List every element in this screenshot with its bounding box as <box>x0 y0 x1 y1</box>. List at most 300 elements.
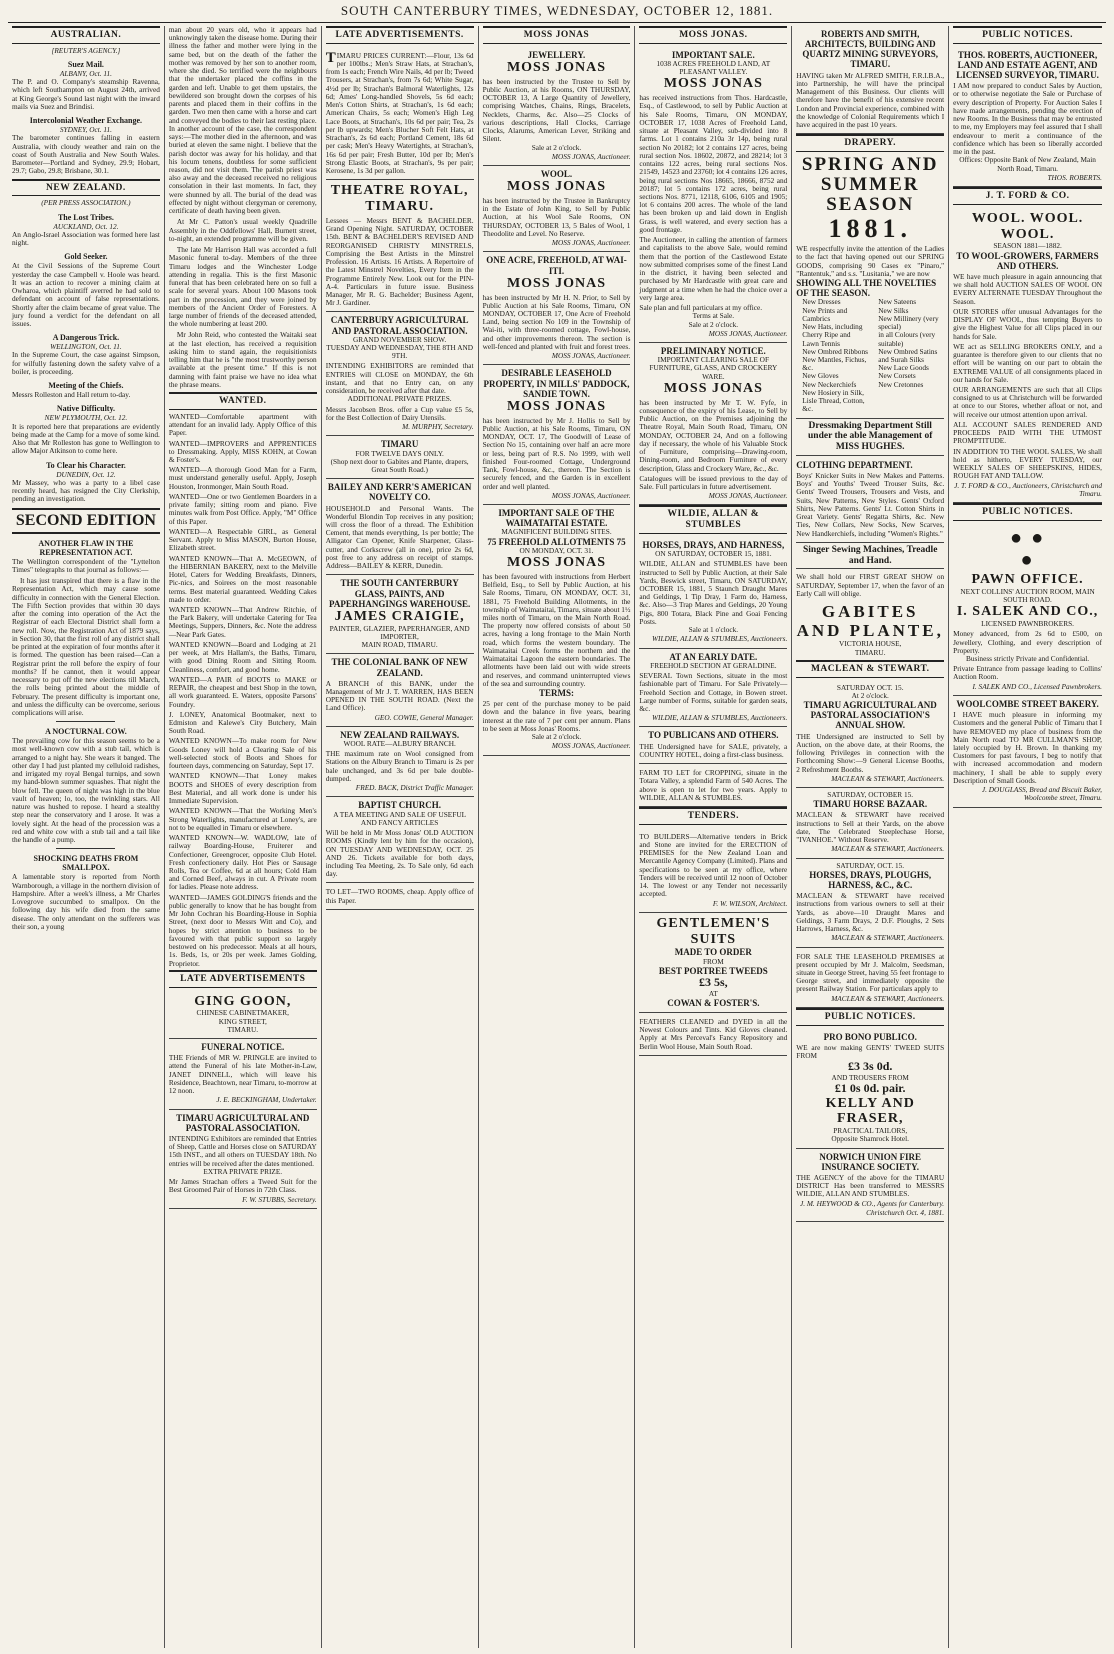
pawnbroker-balls-icon: ● ● ● <box>1009 526 1046 572</box>
story-body: Mr John Reid, who contested the Waitaki seat at the last election, has received a requisition asking him to stand again, the requisitionists telling him that he is "the most trustworthy person available at the present time." If this is not damning with faint praise we have no idea what the phrase means. <box>168 330 317 389</box>
ad-signature: MOSS JONAS, Auctioneer. <box>551 490 631 500</box>
story-body: Messrs Rolleston and Hall return to-day. <box>12 390 131 400</box>
ad-signature: MOSS JONAS, Auctioneer. <box>551 741 631 751</box>
wanted-ad: WANTED—A Respectable GIRL, as General Servant. Apply to Miss MASON, Burton House, Elizabeth street. <box>168 526 317 553</box>
story-body: A lamentable story is reported from North Warnborough, a village in the northern division of Hampshire. After a week's illness, a Mr Charles Lovegrove succumbed to smallpox. On the following day his wife died from the same disease. The only attendant on the sufferers was their son, a young <box>12 872 160 931</box>
ad-body: Boys' Knicker Suits in New Makes and Patterns. Boys' and Youths' Tweed Trouser Suits, &c. Gents' Tweed Trousers, Trousers and Vests, and Suits, New Patterns, New Styles. Gents' Oxford Shirts, New Patterns. Gents' Lt. Cotton Shirts in Great Variety. Gents' Regatta Shirts, &c. New Ties, New Collars, New Socks, New Scarves, New Handkerchiefs, including "Women's Rights." <box>796 471 945 538</box>
ad-body: OUR STORES offer unusual Advantages for the DISPLAY OF WOOL, thus tempting Buyers to give the Highest Value for all Clips placed in our hands for Sale. <box>953 306 1102 341</box>
story-body: It has just transpired that there is a flaw in the Representation Act, which may cause some difficulty in connection with the General Election. The Fifth Section provides that within 30 days after the coming into operation of the Act the Registrar of each Electoral District shall form a new roll. Now, the Registration Act of 1879 says, in Section 30, that the first roll of any district shall be printed at the expiration of four months after it is formed. The question has been raised—Can a Registrar print the roll before the expiry of four months? If he cannot, then it would appear necessary to put off the new elections till March, the rolls being printed about the middle of February. The present difficulty is important one, and unless the difficulty can be overcome, serious complications will arise. <box>12 576 160 717</box>
ad-body: TO BUILDERS—Alternative tenders in Brick and Stone are invited for the ERECTION of PREMISES for the New Zealand Loan and Mercantile Agency Company (Limited). Plans and specifications to be seen at my office, where Tenders will be received until 12 noon of October 14. The lowest or any Tender not necessarily accepted. <box>639 831 788 899</box>
ad-title: TERMS: <box>538 688 574 699</box>
ad-title: MADE TO ORDER <box>674 947 752 958</box>
story-title: The Lost Tribes. <box>57 212 114 222</box>
wanted-ad: WANTED KNOWN—To make room for New Goods Loney will hold a Clearing Sale of his well-selected stock of Boots and Shoes for fourteen days, commencing on Saturday, Sept 17. <box>168 736 317 771</box>
ad-maclean-horses <box>796 859 944 948</box>
ad-body: Sale plan and full particulars at my office. <box>639 303 763 313</box>
ad-title: JEWELLERY. <box>527 49 586 60</box>
ad-colonial-bank <box>326 654 474 726</box>
dateline: DUNEDIN, Oct. 12. <box>56 469 116 479</box>
ad-title: 75 FREEHOLD ALLOTMENTS 75 <box>487 536 626 547</box>
auctioneer-name: MOSS JONAS <box>663 76 763 92</box>
singer-banner: Singer Sewing Machines, Treadle and Hand. <box>796 542 944 569</box>
ad-line: LICENSED PAWNBROKERS. <box>981 619 1074 629</box>
ad-line: SATURDAY OCT. 15. <box>836 682 904 692</box>
story-body: At the Civil Sessions of the Supreme Court yesterday the case Campbell v. Hoole was heard. It was an action to recover a mining claim at Owharoa, which plaintiff averred he had sold to defendant on account of false representations. Shortly after the claim became of great value. The jury found a verdict for the defendant on all issues. <box>12 261 160 328</box>
ad-title: DESIRABLE LEASEHOLD PROPERTY, IN MILLS' PADDOCK, SANDIE TOWN. <box>483 368 630 399</box>
novelty-item: New Hats, including Cherry Ripe and Lawn Tennis <box>802 322 863 348</box>
ad-body: We shall hold our FIRST GREAT SHOW on SATURDAY, September 17, when the favor of an Early Call will oblige. <box>796 572 945 598</box>
auctioneer-name: MOSS JONAS <box>506 59 607 75</box>
ad-roberts-smith <box>796 26 944 134</box>
ad-body: Catalogues will be issued previous to the day of Sale. Full particulars in future advertisement. <box>639 473 788 491</box>
ad-signature: F. W. STUBBS, Secretary. <box>242 1194 317 1204</box>
ad-title: THOS. ROBERTS, AUCTIONEER, LAND AND ESTATE AGENT, AND LICENSED SURVEYOR, TIMARU. <box>956 49 1099 81</box>
ad-baptist-church <box>326 797 474 883</box>
ad-signature: WILDIE, ALLAN & STUMBLES, Auctioneers. <box>651 634 788 644</box>
ad-body: has been instructed by Mr J. Hollis to Sell by Public Auction, at his Sale Rooms, Timaru, ON MONDAY, OCT. 17, The Goodwill of Lease of Section No 15, containing over half an acre more or less, being part of R.S. No 1999, with well finished Four-roomed Cottage, Underground Tank, Fowl-house, &c., thereon. The Section is securely fenced, and the Garden is in excellent order and well planted. <box>482 415 631 491</box>
ad-body: has been instructed by the Trustee to Sell by Public Auction, at his Rooms, ON THURSDAY, OCTOBER 13, A Large Quantity of Jewellery, comprising Watches, Chains, Rings, Bracelets, Necklets, Charms, &c. Also—25 Clocks of various descriptions, Hall Clocks, Carriage Clocks, Alarums, American Lever, Striking and Silent. <box>482 76 631 144</box>
section-head-new-zealand: NEW ZEALAND. <box>12 179 160 197</box>
spring-summer-banner <box>796 155 944 242</box>
ad-title: NORWICH UNION FIRE INSURANCE SOCIETY. <box>819 1151 922 1172</box>
auctioneer-name: MOSS JONAS <box>506 179 607 195</box>
ad-title: JAMES CRAIGIE, <box>334 608 465 624</box>
ad-title: KELLY AND FRASER, <box>825 1095 915 1127</box>
ad-title: BAPTIST CHURCH. <box>358 800 442 811</box>
ad-line: FROM <box>703 956 724 966</box>
section-head-moss-jonas: MOSS JONAS <box>483 26 631 44</box>
wanted-ad: WANTED—One or two Gentlemen Boarders in a private family; sitting room and piano. Five minutes walk from Post Office. Apply, "M" Office of this Paper. <box>168 491 317 526</box>
ad-line: Opposite Shamrock Hotel. <box>831 1134 910 1144</box>
ad-wai-iti <box>483 252 631 365</box>
ad-to-let <box>326 883 474 909</box>
ad-body: SEVERAL Town Sections, situate in the most fashionable part of Timaru. For Sale Privately—Freehold Section and Cottage, in Bowen street. Large number of Forms, suitable for garden seats, &c. <box>639 671 788 713</box>
story-body: At Mr C. Patton's usual weekly Quadrille Assembly in the Oddfellows' Hall, Burnett street, to-night, an extended programme will be given. <box>168 217 317 243</box>
section-head-public-notices: PUBLIC NOTICES. <box>953 503 1102 521</box>
ad-title: TIMARU AGRICULTURAL AND PASTORAL ASSOCIATION'S ANNUAL SHOW. <box>803 700 937 731</box>
section-head-jt-ford: J. T. FORD & CO. <box>953 187 1102 205</box>
ad-body: has been instructed by Mr H. N. Prior, to Sell by Public Auction at his Sale Rooms, Timaru, ON MONDAY, OCTOBER 17, One Acre of Freehold Land, being section No 109 in the Township of Wai-iti, with three-roomed cottage, Fowl-house, and other improvements thereon. The section is well-fenced and planted with fruit and forest trees. <box>482 292 631 351</box>
ad-ging-goon <box>169 991 317 1040</box>
column-4 <box>479 26 636 1648</box>
novelties-right <box>872 298 944 413</box>
ad-title: I. SALEK AND CO., <box>956 604 1099 620</box>
ad-signature: J. M. HEYWOOD & CO., Agents for Canterbury. <box>799 1198 945 1208</box>
wanted-ad: WANTED—IMPROVERS and APPRENTICES to Dressmaking. Apply, MISS KOHN, at Cowan & Foster's. <box>168 438 317 464</box>
ad-line: Sale at 2 o'clock. <box>531 142 582 152</box>
ad-body: INTENDING EXHIBITORS are reminded that ENTRIES will CLOSE on MONDAY, the 6th instant, and that no Entry can, on any consideration, be received after that date. <box>325 361 474 396</box>
ad-wool-sale <box>483 166 631 252</box>
ad-line: MAIN ROAD, TIMARU. <box>361 640 438 650</box>
ad-body: Mr James Strachan offers a Tweed Suit for the Best Groomed Pair of Horses in 72th Class. <box>168 1177 317 1195</box>
ad-title: TO PUBLICANS AND OTHERS. <box>648 730 779 741</box>
story-title: Meeting of the Chiefs. <box>48 381 124 391</box>
ad-signature: F. W. WILSON, Architect. <box>712 898 788 908</box>
ad-date: Christchurch Oct. 4, 1881. <box>866 1207 945 1217</box>
ad-line: AT <box>708 988 718 998</box>
novelty-item: New Gloves <box>802 371 839 381</box>
ad-body: has been instructed by the Trustee in Bankruptcy in the Estate of John King, to Sell by Public Auction, at his Wool Sale Rooms, ON THURSDAY, OCTOBER 13, 5 Bales of Wool, 1 Theodolite and Level. No Reserve. <box>482 196 631 238</box>
novelty-item: New Ombred Ribbons <box>802 346 868 356</box>
ad-signature: J. E. BECKINGHAM, Undertaker. <box>216 1095 317 1105</box>
section-head-wildie-allan-stumbles: WILDIE, ALLAN & STUMBLES <box>639 505 787 533</box>
ad-wildie-horses <box>639 537 787 649</box>
ad-signature: I. SALEK AND CO., Licensed Pawnbrokers. <box>972 681 1102 691</box>
price: £3 5s, <box>699 975 728 990</box>
section-head-public-notices: PUBLIC NOTICES. <box>796 1008 944 1026</box>
ad-title: NEW ZEALAND RAILWAYS. <box>340 729 460 740</box>
divider <box>56 721 115 722</box>
ad-body: Private Entrance from passage leading to Collins' Auction Room. <box>953 664 1102 682</box>
ad-body: TIMARU PRICES CURRENT:—Flour, 13s 6d per 100lbs.; Men's Straw Hats, at Strachan's, from 1s each; French Wire Nails, 4d per lb; Tweed Trousers, at Strachan's, from 7s 6d; White Sugar, 4½d per lb; Strachan's Balmoral Waterlights, 12s 6d; Ames' Long-handled Shovels, 5s 6d each; Men's Cotton Shirts, at Strachan's, 1s 6d each; American Chairs, 5s each; Women's High Leg Lace Boots, at Strachan's, 10s 6d per pair; Tea, 2s per lb upwards; Men's Blucher Soft Felt Hats, at Strachan's, 2s 6d each; Portland Cement, 18s 6d per cask; Men's Heavy Watertights, at Strachan's, 16s 6d per pair; Fresh Butter, 10d per lb; Men's Strong Elastic Boots, at Strachan's, 9s per pair; Kerosene, 1s 3d per gallon. <box>325 49 474 176</box>
story-body: The prevailing cow for this season seems to be a most well-known cow with a stub tail, which is arranged to a night hay. She wears it banged. The other day I had just planted my celluloid radishes, and irrigated my royal Bengal turnips, and sown my hand-blown summer squashes. That night the blow fell. The queen of night was high in the blue vault of heaven; lo, too, the twinkling stars. All nature was hushed to repose. I heard a stealthy step near the conservatory and I arose. It was a lovely sight. At the head of the procession was a red and white cow with a stub tail and a tail like the handle of a pump. <box>12 736 160 845</box>
section-head-moss-jonas: MOSS JONAS. <box>639 26 787 44</box>
wanted-ad: WANTED KNOWN—That A. McGEOWN, of the HIBERNIAN BAKERY, next to the Melville Hotel, Caters for Wedding Breakfasts, Dinners, Pic-nics, and Soirees on the most reasonable terms. Best material guaranteed. Wedding Cakes made to order. <box>168 553 317 604</box>
auctioneer-name: MOSS JONAS <box>506 554 607 570</box>
ad-line: Sale at 1 o'clock. <box>688 625 739 635</box>
novelty-item: New Neckerchiefs <box>802 379 857 389</box>
masthead: SOUTH CANTERBURY TIMES, WEDNESDAY, OCTOBER 12, 1881. <box>8 0 1106 23</box>
ad-line: SATURDAY, OCTOBER 15. <box>827 790 914 799</box>
ad-title: GENTLEMEN'S SUITS <box>656 915 771 947</box>
ad-body: WE respectfully invite the attention of the Ladies to the fact that having opened out our SPRING GOODS, comprising 90 Cases ex "Pinaro," "Rantentuk," and s.s. "Lusitania," we are now <box>796 244 945 278</box>
ad-title: TO WOOL-GROWERS, FARMERS AND OTHERS. <box>956 250 1099 271</box>
ad-body: WE have much pleasure in again announcing that we shall hold AUCTION SALES OF WOOL ON EVERY ALTERNATE TUESDAY Throughout the Season. <box>953 271 1102 306</box>
ad-title: TIMARU <box>380 439 419 450</box>
ad-geraldine-section <box>639 649 787 728</box>
ad-line: NEXT COLLINS' AUCTION ROOM, MAIN SOUTH ROAD. <box>960 586 1095 604</box>
ad-leasehold <box>796 948 944 1008</box>
ad-signature: MOSS JONAS, Auctioneer. <box>708 328 788 338</box>
ad-body: Messrs Jacobsen Bros. offer a Cup value £5 5s, for the Best Collection of Dairy Utensils. <box>325 404 474 422</box>
ad-body: I AM now prepared to conduct Sales by Auction, or to otherwise negotiate the Sale or Purchase of every description of Property. For Auction Sales I have made arrangements, pending the erection of new Rooms. In the Business that may be entrusted to me, my Employers may feel assured that I shall endeavour to merit a continuance of the confidence which has been so liberally accorded me in the past. <box>953 81 1102 157</box>
ad-title: IMPORTANT SALE. <box>671 49 755 60</box>
ad-prices-current <box>326 47 474 181</box>
section-head-late-ads: LATE ADVERTISEMENTS <box>169 970 317 988</box>
ad-line: ON MONDAY, OCT. 31. <box>519 545 594 555</box>
ad-title: THE COLONIAL BANK OF NEW ZEALAND. <box>331 657 468 678</box>
ad-theatre-royal <box>326 180 474 312</box>
ad-line: At 2 o'clock. <box>851 690 889 700</box>
ad-twelve-days <box>326 436 474 479</box>
story-body: An Anglo-Israel Association was formed here last night. <box>12 229 160 248</box>
column-3 <box>322 26 479 1648</box>
ad-body: has been instructed by Mr T. W. Fyfe, in consequence of the expiry of his Lease, to Sell by Public Auction, on the Premises adjoining the Theatre Royal, Main South Road, Timaru, ON MONDAY, OCTOBER 24, And on a following day if necessary, the whole of his Valuable Stock of Furniture, comprising—Drawing-room, Dining-room, and Bedroom Furniture of every description, Glass and Crockery Ware, &c., &c. <box>639 397 788 473</box>
ad-body: INTENDING Exhibitors are reminded that Entries of Sheep, Cattle and Horses close on SATURDAY 15th INST., and all others on TUESDAY 18th. No entries will be received after the dates mentioned. <box>168 1133 317 1168</box>
ad-line: SATURDAY, OCT. 15. <box>836 860 905 870</box>
ad-body: WILDIE, ALLAN and STUMBLES have been instructed to Sell by Public Auction, at their Sale Yards, Beswick street, Timaru, ON SATURDAY, OCTOBER 15, 1881, 5 Staunch Draught Mares and Geldings, 1 Tip Dray, 1 Farm do, Harness, &c. Also—3 Trap Mares and Geldings, 20 Young Pigs, 800 Totara, Black Pine and Goai Fencing Posts. <box>639 559 788 626</box>
dressmaking-banner: Dressmaking Department Still under the able Management of MISS HUGHES. <box>796 418 944 456</box>
ad-gentlemens-suits <box>639 913 787 1013</box>
ad-title: IMPORTANT SALE OF THE WAIMATAITAI ESTATE. <box>498 508 615 529</box>
ad-line: TUESDAY AND WEDNESDAY, THE 8TH AND 9TH. <box>326 343 474 361</box>
wanted-ad: WANTED KNOWN—Board and Lodging at 21 per week, at Mrs Hallam's, the Baths, Timaru, with good Dining Room and Sitting Room. Cleanliness, comfort, and good home. <box>168 639 317 674</box>
story-body: The barometer continues falling in eastern Australia, with cloudy weather and rain on the coast of South Australia and New South Wales. Barometer—Portland and Sydney, 29.9; Hobart, 29.7; Gabo, 29.8; Brisbane, 30.1. <box>12 133 160 176</box>
ad-signature: MOSS JONAS, Auctioneer. <box>551 151 631 161</box>
ad-body: Money advanced, from 2s 6d to £500, on Jewellery, Clothing, and every description of Property. <box>953 629 1102 655</box>
ad-title: CANTERBURY AGRICULTURAL AND PASTORAL ASSOCIATION. <box>330 315 469 336</box>
ad-body: HOUSEHOLD and Personal Wants. The Wonderful Blondin Top receives in any position; will cross the floor of a thread. The Exhibition Cement, that mends everything, 1s per bottle; The Alligator Can Opener, Knife Sharpener, Glass-cutter, and Corkscrew (all in one), price 2s 6d, post free to any address on receipt of stamps. Address—BAILEY & KERR, Dunedin. <box>325 503 474 571</box>
column-1 <box>8 26 165 1648</box>
novelty-item: New Corsets <box>878 371 916 381</box>
ad-title: PRO BONO PUBLICO. <box>823 1031 917 1042</box>
ad-title: CLOTHING DEPARTMENT. <box>796 459 913 470</box>
section-head-public-notices: PUBLIC NOTICES. <box>953 26 1102 44</box>
ad-title: WOOLCOMBE STREET BAKERY. <box>956 698 1099 709</box>
wanted-ad: WANTED—A thorough Good Man for a Farm, must understand generally useful. Apply, Joseph Houston, Ironmonger, Main South Road. <box>168 465 317 491</box>
ad-preliminary-notice <box>639 343 787 505</box>
story-body: Mr Massey, who was a party to a libel case recently heard, has resigned the City Clerkship, pending an investigation. <box>12 477 160 504</box>
agency-credit: [REUTER'S AGENCY.] <box>51 45 121 55</box>
ad-signature: WILDIE, ALLAN & STUMBLES, Auctioneers. <box>651 713 788 723</box>
story-title: Gold Seeker. <box>64 252 108 262</box>
column-7 <box>949 26 1106 1648</box>
auctioneer-name: MOSS JONAS <box>506 398 607 414</box>
ad-line: Business strictly Private and Confidential. <box>966 653 1090 663</box>
ad-mills-paddock <box>483 365 631 505</box>
ad-line: Sale at 2 o'clock. <box>688 319 739 329</box>
section-head-australian: AUSTRALIAN. <box>12 26 160 44</box>
ad-line: AND TROUSERS FROM <box>831 1072 909 1082</box>
ad-title: ROBERTS AND SMITH, ARCHITECTS, BUILDING AND QUARTZ MINING SURVEYORS, TIMARU. <box>802 29 939 70</box>
ad-tapa <box>169 1110 317 1209</box>
ad-body: has received instructions from Thos. Hardcastle, Esq., of Castlewood, to sell by Public Auction at his Sale Rooms, Timaru, ON MONDAY, OCTOBER 17, 1038 Acres of Freehold Land, situate at Pleasant Valley, sub-divided into 8 farms. Lot 1 contains 210a 3r 14p, being rural section No 20182; lot 2 contains 127 acres, being rural section Nos. 18602, 20872, and 28214; lot 3 contains 122 acres, being rural sections Nos. 21549, 14523 and 23760; lot 4 contains 126 acres, being rural sections Nos 18665, 18666, 8752 and 20187; lot 5 contains 172 acres, being rural sections Nos. 8771, 12118, 6106, 6105 and 1905; lot 6 contains 200 acres. The whole of the land has been broken up and laid down in English Grass, is well watered, and every section has a good frontage. <box>639 93 788 234</box>
price: £3 3s 0d. <box>848 1059 893 1074</box>
ad-title: SHOWING ALL THE NOVELTIES OF THE SEASON. <box>796 278 937 299</box>
ad-body: FOR SALE THE LEASEHOLD PREMISES at present occupied by Mr J. Malcolm, Seedsman, situate in George Street, having 55 feet frontage to George street, and immediately opposite the present Railway Station. For particulars apply to <box>796 951 945 994</box>
wanted-ad: WANTED KNOWN—That Loney makes BOOTS and SHOES of every description from Best Material, and all work done is under his Immediate Supervision. <box>168 771 317 806</box>
ad-line: ADDITIONAL PRIVATE PRIZES. <box>347 394 452 404</box>
banner-year: 1881. <box>828 213 912 243</box>
ad-signature: MOSS JONAS, Auctioneer. <box>551 238 631 248</box>
ad-waimataitai-estate <box>483 505 631 756</box>
novelties-list <box>796 298 944 413</box>
column-6 <box>792 26 949 1648</box>
story-title: ANOTHER FLAW IN THE REPRESENTATION ACT. <box>38 538 134 557</box>
banner-text: SPRING AND SUMMER SEASON <box>801 154 939 215</box>
auctioneer-name: MOSS JONAS <box>506 275 607 291</box>
story-title: Suez Mail. <box>67 59 104 69</box>
ad-body: MACLEAN & STEWART have received instructions from various owners to sell at their Yards, as above—10 Draught Mares and Geldings, 3 Farm Drays, 2 D.F. Ploughs, 2 Sets Harrows, Harness, &c. <box>796 891 945 934</box>
story-body: The P. and O. Company's steamship Ravenna, which left Southampton on August 24th, arrived at King George's Sound last night with the inward mails via Suez and Brindisi. <box>12 77 160 111</box>
ad-canterbury-show <box>326 312 474 436</box>
ad-maclean-show <box>796 681 944 788</box>
ad-jewellery-sale <box>483 47 631 166</box>
ad-tenders <box>639 828 787 913</box>
novelty-item: New Sateens <box>878 297 917 307</box>
ad-title: PAWN OFFICE. <box>971 571 1084 587</box>
ad-line: GRAND NOVEMBER SHOW. <box>353 334 447 344</box>
auctioneer-name: MOSS JONAS <box>663 380 763 396</box>
story-body: The late Mr Harrison Hall was accorded a full Masonic funeral to-day. Members of the three Timaru lodges and the Winchester Lodge attending in regalia. This is the first Masonic funeral that has been celebrated here on so full a scale for several years. About 100 Masons took part in the procession, and they were joined by members of the Ancient Order of Foresters. A large number of friends of the deceased attended, the whole numbering at least 200. <box>168 245 317 329</box>
ad-body: THE Undersigned are instructed to Sell by Auction, on the above date, at their Rooms, the following Privileges in connection with the Forthcoming Show:—9 General License Booths, 2 Refreshment Booths. <box>796 731 945 774</box>
ad-signature: J. T. FORD & CO., Auctioneers, Christchurch and Timaru. <box>954 480 1102 498</box>
story-title: Intercolonial Weather Exchange. <box>29 116 143 126</box>
ad-line: Terms at Sale. <box>692 311 735 321</box>
ad-body: FEATHERS CLEANED and DYED in all the Newest Colours and Tints. Kid Gloves cleaned. Apply at Mrs Perceval's Fancy Repository and Berlin Wool House, Main South Road. <box>639 1016 788 1051</box>
ad-body: I HAVE much pleasure in informing my Customers and the general Public of Timaru that I have REMOVED my place of business from the Main North road TO MR CULLMAN'S SHOP, lately occupied by H. Brown. In thanking my Customers for past favours, I beg to notify that with increased accommodation and modern machinery, I shall be able to supply every Description of Small Goods. <box>953 710 1102 785</box>
novelty-item: New Prints and Cambrics <box>802 305 848 323</box>
ad-body: WE act as SELLING BROKERS ONLY, and a guarantee is therefore given to our clients that no effort will be wanting on our part to obtain the EXTREME VALUE of all consignments placed in our hands for Sale. <box>953 341 1102 384</box>
story-body: It is reported here that preparations are evidently being made at the Camp for a move of some kind. Also that Mr Rolleston has gone to Wellington to allow Major Atkinson to come here. <box>12 421 160 456</box>
ad-line: WOOL RATE—ALBURY BRANCH. <box>343 739 456 749</box>
ad-line: PRACTICAL TAILORS, <box>833 1126 908 1136</box>
ad-bailey-kerr <box>326 479 474 575</box>
ad-body: Lessees — Messrs BENT & BACHELDER. Grand Opening Night. SATURDAY, OCTOBER 15th. BENT & BACHELDER'S REVISED AND REORGANISED CHRISTY MINSTRELS, Comprising the Best Artists in the Minstrel Profession. 16 Artists. 16 Artists. A Repertoire of the Latest Minstrel Novelties, Every Item in the Programme Entirely New. Look out for the PIN-A-4. Particulars in future issue. Business Manager, Mr R. G. Bachelder; Business Agent, Mr J. Gardiner. <box>325 215 474 308</box>
ad-signature: MACLEAN & STEWART, Auctioneers. <box>831 993 945 1003</box>
story-title: A NOCTURNAL COW. <box>45 727 127 737</box>
ad-signature: THOS. ROBERTS. <box>1047 172 1102 182</box>
ad-line: Offices: Opposite Bank of New Zealand, Main North Road, Timaru. <box>959 155 1096 173</box>
ad-line: ON SATURDAY, OCTOBER 15, 1881. <box>655 549 772 559</box>
ad-line: TIMARU. <box>854 647 886 657</box>
dateline: SYDNEY, Oct. 11. <box>59 125 112 135</box>
ad-line: CHINESE CABINETMAKER, <box>196 1008 289 1018</box>
ad-title: ONE ACRE, FREEHOLD, AT WAI-ITI. <box>486 255 627 276</box>
ad-body: OUR ARRANGEMENTS are such that all Clips consigned to us at Christchurch will be forwarded at once to our Stores, whether afloat or not, and will receive our utmost attention upon arrival. <box>953 384 1102 419</box>
novelty-item: New Millinery (very special) <box>878 313 939 332</box>
ad-signature: M. MURPHY, Secretary. <box>402 422 474 432</box>
ad-signature: FRED. BACK, District Traffic Manager. <box>355 783 474 793</box>
second-edition-banner: SECOND EDITION <box>12 508 160 534</box>
ad-norwich-union <box>796 1149 944 1222</box>
story-body: The Wellington correspondent of the "Lyttelton Times" telegraphs to that journal as follows:— <box>12 556 160 574</box>
ad-line: PAINTER, GLAZIER, PAPERHANGER, AND IMPORTER, <box>329 623 470 641</box>
story-title: A Dangerous Trick. <box>52 333 120 343</box>
ad-jt-ford-wool <box>953 208 1102 503</box>
ad-signature: MACLEAN & STEWART, Auctioneers. <box>831 773 945 783</box>
ad-title: THEATRE ROYAL, TIMARU. <box>330 183 469 215</box>
ad-body: THE Undersigned have for SALE, privately, a COUNTRY HOTEL, doing a first-class business. <box>639 741 788 759</box>
ad-signature: MACLEAN & STEWART, Auctioneers. <box>831 844 945 854</box>
ad-line: A TEA MEETING AND SALE OF USEFUL AND FANCY ARTICLES <box>333 809 467 827</box>
ad-line: (Shop next door to Gabites and Plante, drapers, Great South Road.) <box>330 456 469 474</box>
ad-line: TIMARU. <box>227 1024 259 1034</box>
ad-line: FREEHOLD SECTION AT GERALDINE. <box>650 660 777 670</box>
ad-craigie <box>326 575 474 654</box>
ad-pleasant-valley <box>639 47 787 343</box>
ad-signature: MOSS JONAS, Auctioneer. <box>551 351 631 361</box>
ad-body: MACLEAN & STEWART have received instructions to Sell at their Yards, on the above date, The Celebrated Steeplechase Horse, "IVANHOE." Without Reserve. <box>796 810 945 845</box>
wanted-ad: WANTED—Comfortable apartment with attendant for an invalid lady. Apply Office of this Paper. <box>168 411 317 438</box>
ad-body: IN ADDITION TO THE WOOL SALES, We shall hold as hitherto, EVERY TUESDAY, our WEEKLY SALES OF SHEEPSKINS, HIDES, ROUGH FAT AND TALLOW. <box>953 446 1102 481</box>
ad-title: AT AN EARLY DATE. <box>669 651 758 662</box>
column-5 <box>635 26 792 1648</box>
gabites-plante-title: GABITES AND PLANTE, <box>796 602 944 641</box>
ad-title: BEST PORTREE TWEEDS <box>658 965 768 976</box>
ad-body: has been favoured with instructions from Herbert Belfield, Esq., to Sell by Public Auction, at his Sale Rooms, Timaru, ON MONDAY, OCT. 31, 1881, 75 Freehold Building Allotments, in the township of Waimataitai, Timaru, situate about 1½ miles north of Timaru, on the Main North Road. The property now offered consists of about 50 acres, having a long frontage to the Main North road, which forms the western boundary. The Waimataitai Creek forms the northern and the Waimataitai Lagoon the eastern boundaries. The allotments have been laid out with wide streets and reserves, and command uninterrupted views of the sea and surrounding country. <box>482 571 631 688</box>
ad-woolcombe-bakery <box>953 696 1102 808</box>
ad-feathers <box>639 1013 787 1056</box>
novelty-item: New Cretonnes <box>878 379 924 389</box>
story-title: SHOCKING DEATHS FROM SMALLPOX. <box>33 854 139 873</box>
novelty-item: in all Colours (very suitable) <box>878 330 936 348</box>
novelty-item: New Silks <box>878 305 909 315</box>
ad-title: HORSES, DRAYS, PLOUGHS, HARNESS, &C., &C. <box>809 869 932 890</box>
ad-body: The Auctioneer, in calling the attention of farmers and capitalists to the above Sale, would remind them that the portion of the Castlewood Estate now submitted comprises some of the finest Land in the district, it having been selected and purchased by Mr Hardcastle with great care and judgment at a time when he had the choice over a very large area. <box>639 235 788 302</box>
section-head-drapery: DRAPERY. <box>796 134 944 152</box>
ad-title: WOOL. WOOL. WOOL. <box>971 210 1084 242</box>
ad-horse-bazaar <box>796 788 944 859</box>
ad-farm-to-let <box>639 764 787 807</box>
section-head-wanted: WANTED. <box>169 392 317 410</box>
ad-body: A BRANCH of this BANK, under the Management of Mr J. T. WARREN, HAS BEEN OPENED IN THE SOUTH ROAD. (Next the Land Office). <box>325 678 474 713</box>
section-head-tenders: TENDERS. <box>639 807 787 825</box>
ad-signature: J. DOUGLASS, Bread and Biscuit Baker, Woolcombe street, Timaru. <box>981 785 1102 803</box>
story-body: In the Supreme Court, the case against Simpson, for wilfully fastening down the safety valve of a boiler, is proceeding. <box>12 350 160 376</box>
novelty-item: New Hosiery in Silk, Lisle Thread, Cotton, &c. <box>802 387 865 414</box>
novelty-item: New Ombred Satins and Surah Silks <box>878 346 938 364</box>
ad-body: TO LET—TWO ROOMS, cheap. Apply office of this Paper. <box>325 887 474 905</box>
ad-signature: MACLEAN & STEWART, Auctioneers. <box>831 933 945 943</box>
ad-title: HORSES, DRAYS, AND HARNESS, <box>642 539 785 550</box>
ad-line: IMPORTANT CLEARING SALE OF FURNITURE, GLASS, AND CROCKERY WARE. <box>649 355 778 381</box>
ad-nz-railways <box>326 727 474 798</box>
novelties-left <box>796 298 868 413</box>
wanted-ads-list <box>169 413 317 968</box>
ad-signature: MOSS JONAS, Auctioneer. <box>708 491 788 501</box>
story-title: Native Difficulty. <box>56 404 116 414</box>
ad-title: COWAN & FOSTER'S. <box>667 997 760 1008</box>
ad-body: 25 per cent of the purchase money to be paid down and the balance in five years, bearing interest at the rate of 7 per cent per annum. Plans to be seen at Moss Jonas' Rooms. <box>482 699 631 733</box>
ad-title: FUNERAL NOTICE. <box>201 1042 285 1053</box>
ad-body: THE AGENCY of the above for the TIMARU DISTRICT Has been transferred to MESSRS WILDIE, ALLAN AND STUMBLES. <box>796 1173 945 1199</box>
ad-pawn-office <box>953 524 1102 696</box>
wanted-ad: J. LONEY, Anatomical Bootmaker, next to Edmiston and Kalewe's City Butchery, Main South Road. <box>168 709 317 736</box>
column-2 <box>165 26 322 1648</box>
wanted-ad: WANTED—JAMES GOLDING'S friends and the public generally to know that he has bought from Mr John Cochran his Boarding-House in Sophia Street, (next door to Messrs Witt and Co), and hopes by strict attention to business to be favoured with that public support so largely bestowed on his predecessor. Meals at all hours, 1s. Beds, 1s, or 20s per week. James Golding, Proprietor. <box>168 892 317 968</box>
dateline: WELLINGTON, Oct. 11. <box>50 342 122 352</box>
ad-body: WE are now making GENTS' TWEED SUITS FROM <box>796 1042 945 1061</box>
ad-title: THE SOUTH CANTERBURY GLASS, PAINTS, AND PAPERHANGINGS WAREHOUSE. <box>329 578 471 609</box>
novelty-item: New Lace Goods <box>878 363 929 373</box>
ad-pro-bono <box>796 1029 944 1149</box>
story-body: man about 20 years old, who it appears had unknowingly taken the disease home. During their illness the father and mother were lying in the same bed, but on the death of the father the mother was removed by her son to another room, where she died. So terrified were the neighbours that the undertaker placed the coffins in the garden and left. Unable to get them upstairs, the bewildered son brought down the corpses of his parents and placed them in their coffins in the garden. Two men then came with a horse and cart and conveyed the bodies to their last resting place. In another account of the case, the correspondent says:—The mother died in the afternoon, and was buried at eleven the same night. I believe that the parish doctor was away for his holiday, and that his locum tenens, doubtless for some sufficient reason, did not visit them. The parish priest was also away and the deceased received no religious consolation in their last moments. In fact, they were shunned by all. The burial of the dead was effected by night without clergyman or ceremony, certificate of death having been given. <box>168 26 317 216</box>
ad-title: PRELIMINARY NOTICE. <box>660 345 766 356</box>
divider <box>56 848 115 849</box>
ad-line: Sale at 2 o'clock. <box>531 732 582 742</box>
agency-credit: (PER PRESS ASSOCIATION.) <box>41 198 131 208</box>
ad-line: KING STREET, <box>218 1016 267 1026</box>
ad-thos-roberts <box>953 47 1102 187</box>
newspaper-page <box>8 26 1106 1652</box>
section-head-maclean-stewart: MACLEAN & STEWART. <box>796 660 944 678</box>
wanted-ad: WANTED KNOWN—That Andrew Ritchie, of the Park Bakery, will undertake Catering for Tea Meetings, Suppers, Dinners, &c. Note the address—Near Park Gates. <box>168 604 317 639</box>
ad-body: FARM TO LET for CROPPING, situate in the Totara Valley, a splendid Farm of 540 Acres. The above is open to let for two years. Apply to WILDIE, ALLAN & STUMBLES. <box>639 768 788 802</box>
novelty-item: New Dresses <box>802 297 841 307</box>
ad-line: FOR TWELVE DAYS ONLY. <box>355 448 444 458</box>
ad-line: EXTRA PRIVATE PRIZE. <box>203 1166 283 1176</box>
dateline: AUCKLAND, Oct. 12. <box>53 221 119 231</box>
ad-title: TIMARU AGRICULTURAL AND PASTORAL ASSOCIATION. <box>176 1112 310 1133</box>
novelty-item: New Mantles, Fichus, &c. <box>802 355 867 373</box>
dateline: ALBANY, Oct. 11. <box>59 69 112 78</box>
wanted-ad: WANTED KNOWN—That the Working Men's Strong Waterlights, manufactured at Loney's, are not to be equalled in Timaru or elsewhere. <box>168 806 317 832</box>
ad-title: GING GOON, <box>194 993 292 1009</box>
ad-funeral-notice <box>169 1039 317 1110</box>
ad-body: THE maximum rate on Wool consigned from Stations on the Albury Branch to Timaru is 2s per bale unchanged, and 3s 6d per bale double-dumped. <box>325 749 474 783</box>
wanted-ad: WANTED—A PAIR of BOOTS to MAKE or REPAIR, the cheapest and best Shop in the town, all work guaranteed. E. Waters, opposite Parsons' Foundry. <box>168 674 317 709</box>
ad-body: ALL ACCOUNT SALES RENDERED AND PROCEEDS PAID WITH THE UTMOST PROMPTITUDE. <box>953 419 1102 446</box>
story-title: To Clear his Character. <box>46 460 126 470</box>
ad-title: WOOL. <box>540 169 573 180</box>
ad-publicans <box>639 727 787 764</box>
ad-body: THE Friends of MR W. PRINGLE are invited to attend the Funeral of his late Mother-in-Law, JANET DINNELL, which will leave his Residence, Beachtown, near Timaru, to-morrow at 12 noon. <box>168 1053 317 1096</box>
dateline: NEW PLYMOUTH, Oct. 12. <box>44 413 128 423</box>
ad-line: SEASON 1881—1882. <box>993 241 1062 251</box>
ad-title: TIMARU HORSE BAZAAR. <box>813 799 928 810</box>
ad-body: HAVING taken Mr ALFRED SMITH, F.R.I.B.A., into Partnership, he will have the principal Management of this Business. Our clients will therefore have the benefit of his extensive recent London and Provincial experience, combined with the knowledge of Colonial Requirements which I have acquired in the past 10 years. <box>796 70 945 130</box>
